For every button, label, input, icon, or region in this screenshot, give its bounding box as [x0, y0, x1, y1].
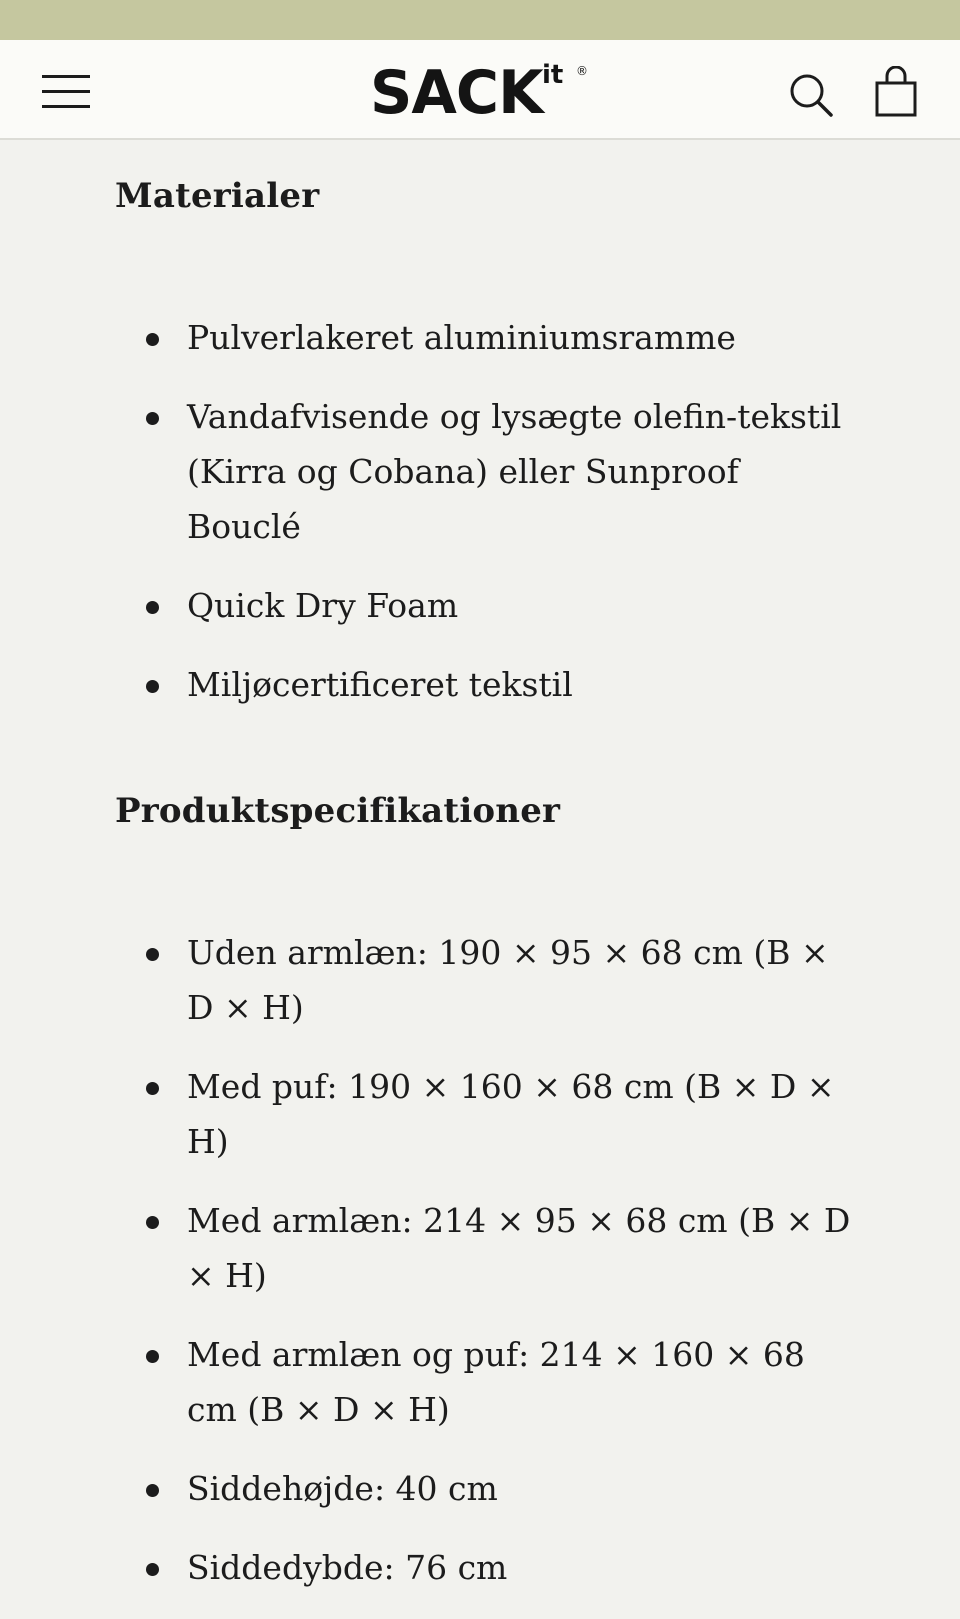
- site-logo[interactable]: [370, 56, 600, 126]
- hamburger-menu-icon-line: [42, 105, 90, 108]
- list-item: Miljøcertificeret tekstil: [115, 657, 855, 712]
- product-details: [115, 172, 855, 1619]
- specs-section: [115, 787, 855, 1595]
- materials-heading: Materialer: [115, 176, 320, 216]
- search-button[interactable]: [788, 72, 834, 118]
- list-item: Quick Dry Foam: [115, 578, 855, 633]
- materials-section: [115, 172, 855, 712]
- list-item: Siddedybde: 76 cm: [115, 1540, 855, 1595]
- list-item: Uden armlæn: 190 × 95 × 68 cm (B × D × H): [115, 925, 855, 1035]
- registered-mark: ®: [576, 64, 588, 78]
- list-item: Med armlæn og puf: 214 × 160 × 68 cm (B × D × H): [115, 1327, 855, 1437]
- site-header: [0, 40, 960, 140]
- logo-superscript: it: [542, 60, 564, 90]
- announcement-bar: [0, 0, 960, 40]
- list-item: Siddehøjde: 40 cm: [115, 1461, 855, 1516]
- specs-heading: Produktspecifikationer: [115, 791, 561, 831]
- hamburger-menu-icon-line: [42, 90, 90, 93]
- menu-button[interactable]: [42, 73, 92, 109]
- list-item: Med puf: 190 × 160 × 68 cm (B × D × H): [115, 1059, 855, 1169]
- cart-button[interactable]: [873, 66, 919, 118]
- search-icon: [788, 72, 834, 118]
- shopping-bag-icon: [873, 66, 919, 118]
- logo-text: SACK: [370, 58, 543, 128]
- list-item: Med armlæn: 214 × 95 × 68 cm (B × D × H): [115, 1193, 855, 1303]
- hamburger-menu-icon: [42, 75, 90, 78]
- specs-list: [115, 925, 855, 1595]
- list-item: Vandafvisende og lysægte olefin-tekstil (Kirra og Cobana) eller Sunproof Bouclé: [115, 389, 855, 554]
- list-item: Pulverlakeret aluminiumsramme: [115, 310, 855, 365]
- materials-list: [115, 310, 855, 712]
